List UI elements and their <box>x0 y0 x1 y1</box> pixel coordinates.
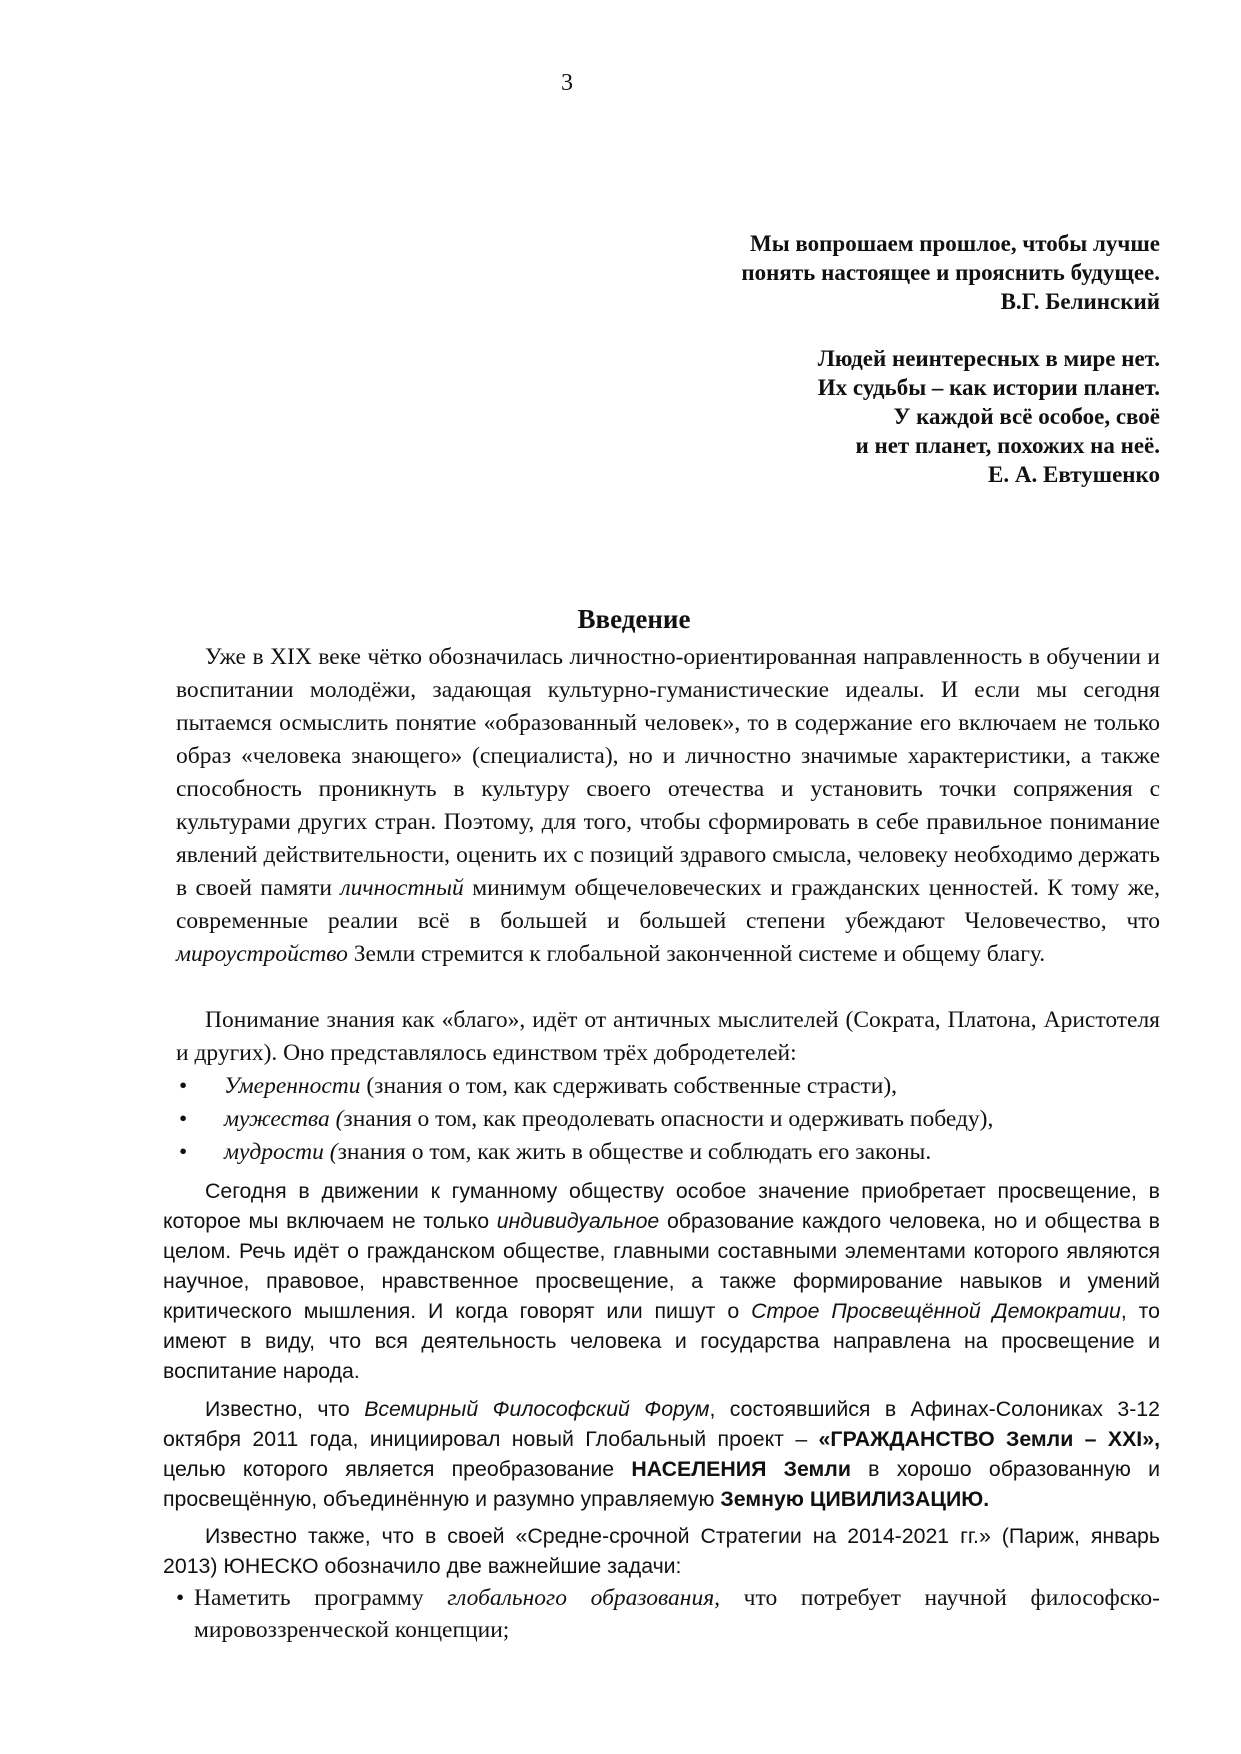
page-number: 3 <box>561 70 573 96</box>
epigraph-line: и нет планет, похожих на неё. <box>855 433 1160 458</box>
paragraph-intro <box>176 641 1160 971</box>
text-run: , состоявшийся в Афинах-Солониках 3-12 октября 2011 года, инициировал новый Глобальный проект – <box>163 1397 1160 1451</box>
text-run: Известно, что <box>205 1397 365 1421</box>
epigraph-belinsky <box>741 229 1160 316</box>
list-item-task <box>176 1582 1160 1646</box>
paragraph-unesco: Известно также, что в своей «Средне-срочной Стратегии на 2014-2021 гг.» (Париж, январь 2013) ЮНЕСКО обозначило две важнейшие задачи: <box>163 1524 1160 1578</box>
text-run: Земли стремится к глобальной законченной системе и общему благу. <box>347 941 1046 967</box>
bullet-icon: • <box>179 1139 188 1165</box>
bullet-icon: • <box>176 1585 185 1611</box>
emphasis-text: Строе Просвещённой Демократии <box>751 1299 1121 1323</box>
epigraph-line: У каждой всё особое, своё <box>893 404 1160 429</box>
text-run: , то имеют в виду, что вся деятельность человека и государства направлена на просвещение и воспитание народа. <box>163 1299 1160 1383</box>
bold-text: НАСЕЛЕНИЯ Земли <box>631 1457 851 1481</box>
section-title: Введение <box>577 604 691 634</box>
text-run: минимум общечеловеческих и гражданских ценностей. К тому же, современные реалии всё в большей и большей степени убеждают Человечество, что <box>176 875 1160 934</box>
paragraph-knowledge: Понимание знания как «благо», идёт от античных мыслителей (Сократа, Платона, Аристотеля и других). Оно представлялось единством трёх добродетелей: <box>176 1007 1160 1066</box>
text-run: Уже в XIX веке чётко обозначилась личностно-ориентированная направленность в обучении и воспитании молодёжи, задающая культурно-гуманистические идеалы. И если мы сегодня пытаемся осмыслить понятие «образованный человек», то в содержание его включаем не только образ «человека знающего» (специалиста), но и личностно значимые характеристики, а также способность проникнуть в культуру своего отечества и установить точки сопряжения с культурами других стран. Поэтому, для того, чтобы сформировать в себе правильное понимание явлений действительности, оценить их с позиций здравого смысла, человеку необходимо держать в своей памяти <box>176 644 1160 901</box>
text-run: знания о том, как жить в обществе и соблюдать его законы. <box>337 1139 932 1165</box>
list-item <box>176 1070 1160 1103</box>
bold-text: Земную ЦИВИЛИЗАЦИЮ. <box>720 1487 990 1511</box>
text-run: (знания о том, как сдерживать собственные страсти), <box>360 1073 898 1099</box>
bullet-icon: • <box>179 1106 188 1132</box>
epigraph-line: понять настоящее и прояснить будущее. <box>741 260 1160 285</box>
emphasis-text: глобального образования, <box>447 1585 720 1611</box>
epigraph-line: Их судьбы – как истории планет. <box>817 375 1160 400</box>
paragraph-forum <box>163 1394 1160 1514</box>
text-run: Наметить программу <box>194 1585 448 1611</box>
bold-text: «ГРАЖДАНСТВО Земли – XXI», <box>818 1427 1160 1451</box>
emphasis-text: мужества ( <box>224 1106 344 1132</box>
emphasis-text: Умеренности <box>224 1073 361 1099</box>
text-run: знания о том, как преодолевать опасности и одерживать победу), <box>343 1106 994 1132</box>
text-run: что потребует научной философско-мировоззренческой концепции; <box>194 1585 1160 1643</box>
bullet-icon: • <box>179 1073 188 1099</box>
epigraph-line: Людей неинтересных в мире нет. <box>817 346 1160 371</box>
epigraph-author: Е. А. Евтушенко <box>988 462 1160 487</box>
emphasis-text: Всемирный Философский Форум <box>364 1397 710 1421</box>
emphasis-text: индивидуальное <box>496 1209 660 1233</box>
text-run: образование каждого человека, но и общества в целом. Речь идёт о гражданском обществе, главными составными элементами которого являются научное, правовое, нравственное просвещение, а также формирование навыков и умений критического мышления. И когда говорят или пишут о <box>163 1209 1160 1323</box>
text-run: Сегодня в движении к гуманному обществу особое значение приобретает просвещение, в которое мы включаем не только <box>163 1179 1160 1233</box>
epigraph-line: Мы вопрошаем прошлое, чтобы лучше <box>749 231 1160 256</box>
paragraph-enlightenment <box>163 1176 1160 1386</box>
list-item <box>176 1103 1160 1136</box>
list-item <box>176 1136 1160 1169</box>
emphasis-text: мудрости ( <box>224 1139 338 1165</box>
text-run: целью которого является преобразование <box>163 1457 632 1481</box>
epigraph-yevtushenko <box>818 344 1160 489</box>
text-run: в хорошо образованную и просвещённую, объединённую и разумно управляемую <box>163 1457 1160 1511</box>
emphasis-text: мироустройство <box>176 941 348 967</box>
virtues-list <box>176 1070 1160 1169</box>
emphasis-text: личностный <box>340 875 464 901</box>
epigraph-author: В.Г. Белинский <box>1000 289 1160 314</box>
